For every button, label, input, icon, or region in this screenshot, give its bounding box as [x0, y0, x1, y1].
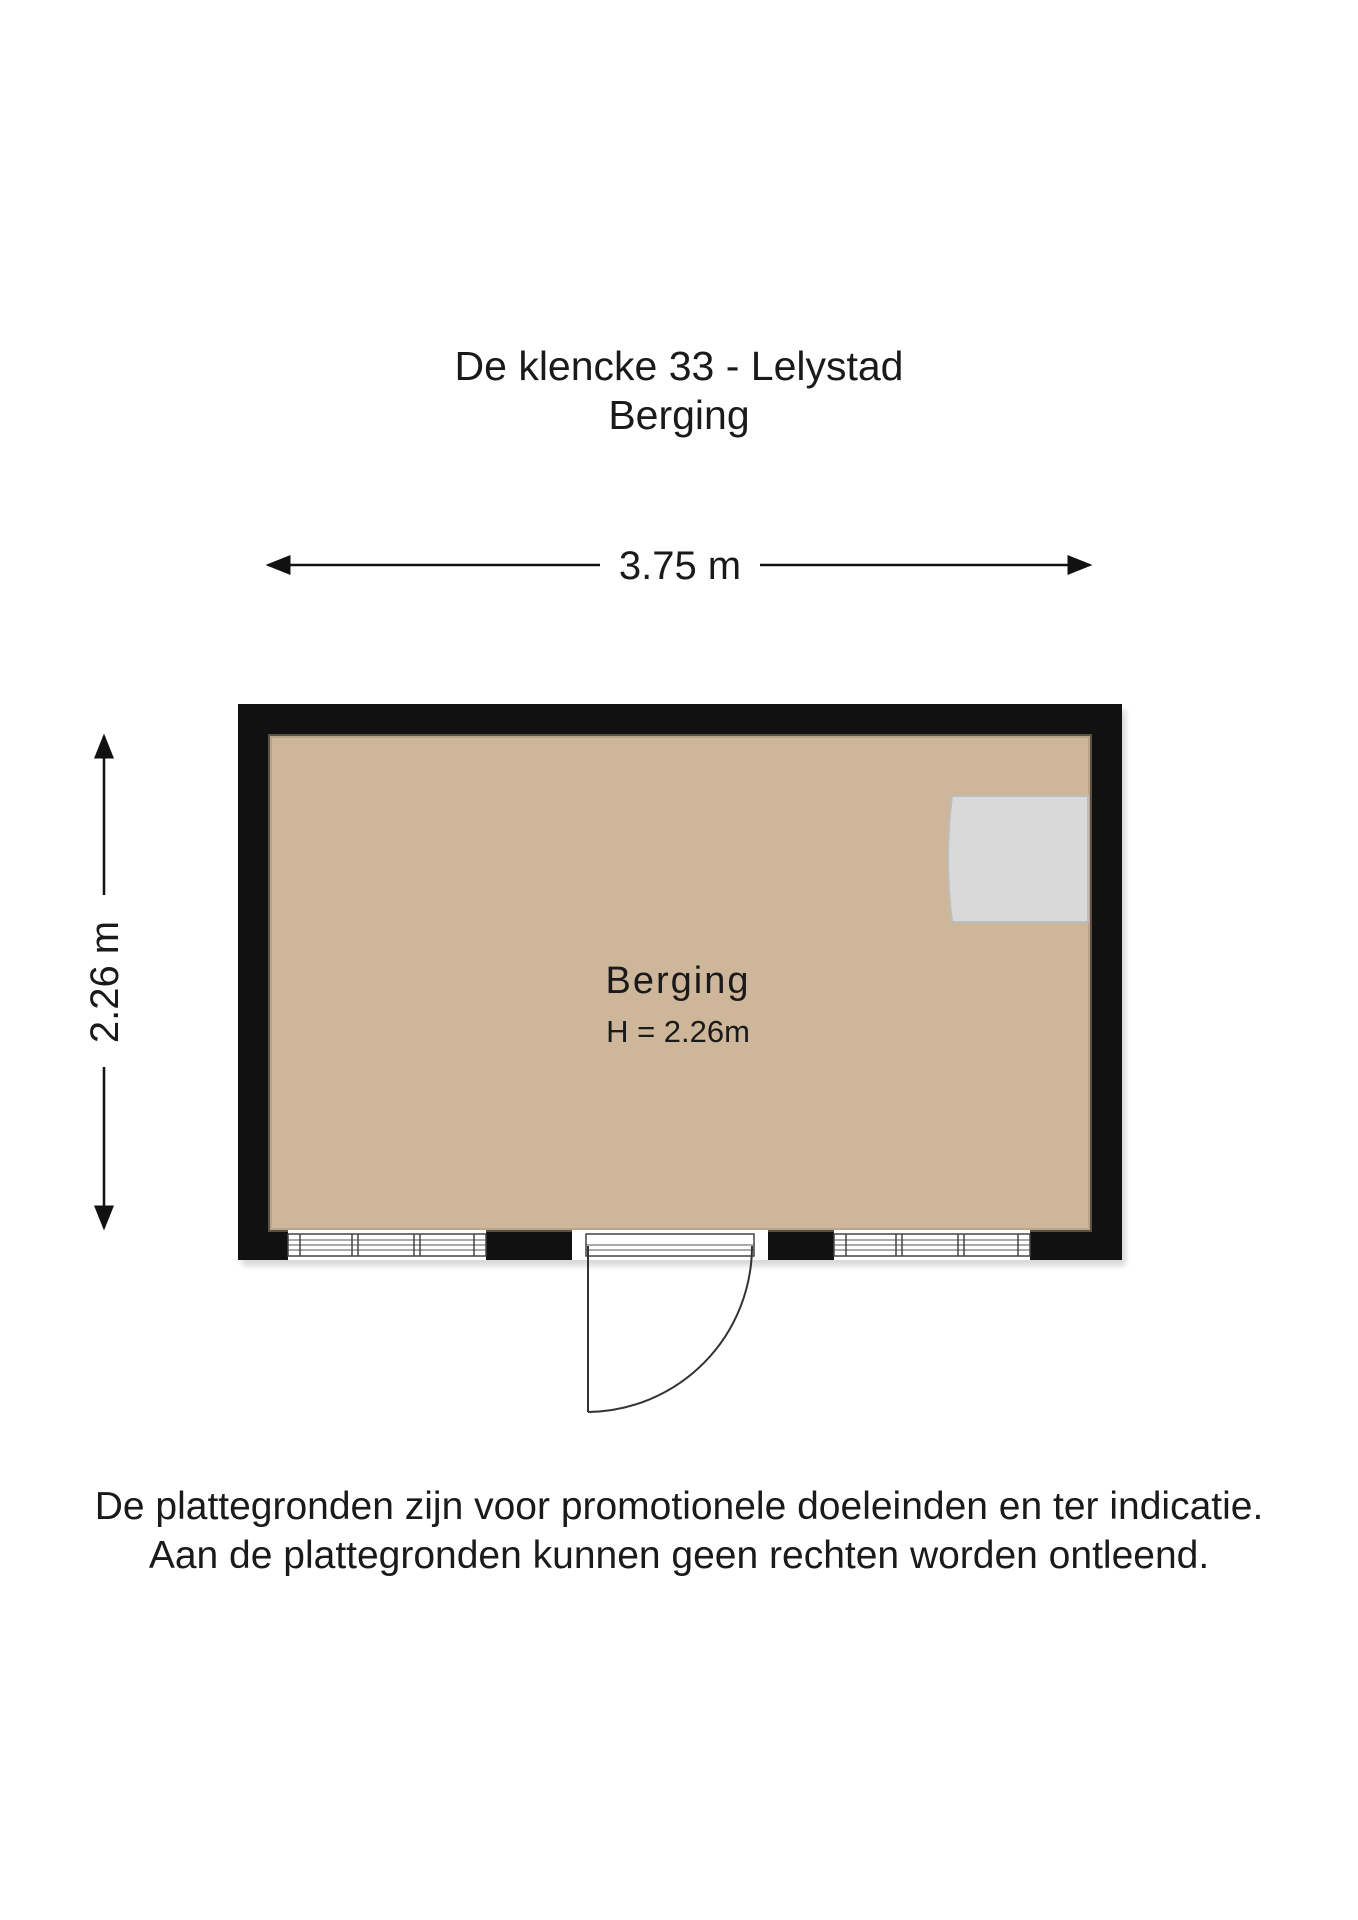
disclaimer-text-secondary: Aan de plattegronden kunnen geen rechten worden ontleend. — [148, 1534, 1210, 1577]
storage-fixture — [948, 796, 1088, 922]
window-right — [834, 1230, 1030, 1260]
plan-title: De klencke 33 - Lelystad — [454, 343, 904, 389]
door — [572, 1230, 768, 1412]
disclaimer-text: De plattegronden zijn voor promotionele doeleinden en ter indicatie. — [94, 1485, 1264, 1528]
room-name-label: Berging — [605, 960, 751, 1002]
window-left — [288, 1230, 486, 1260]
width-dimension-label: 3.75 m — [600, 544, 760, 588]
plan-subtitle: Berging — [608, 392, 750, 438]
room-height-label: H = 2.26m — [606, 1014, 750, 1049]
height-dimension-label: 2.26 m — [83, 897, 127, 1067]
